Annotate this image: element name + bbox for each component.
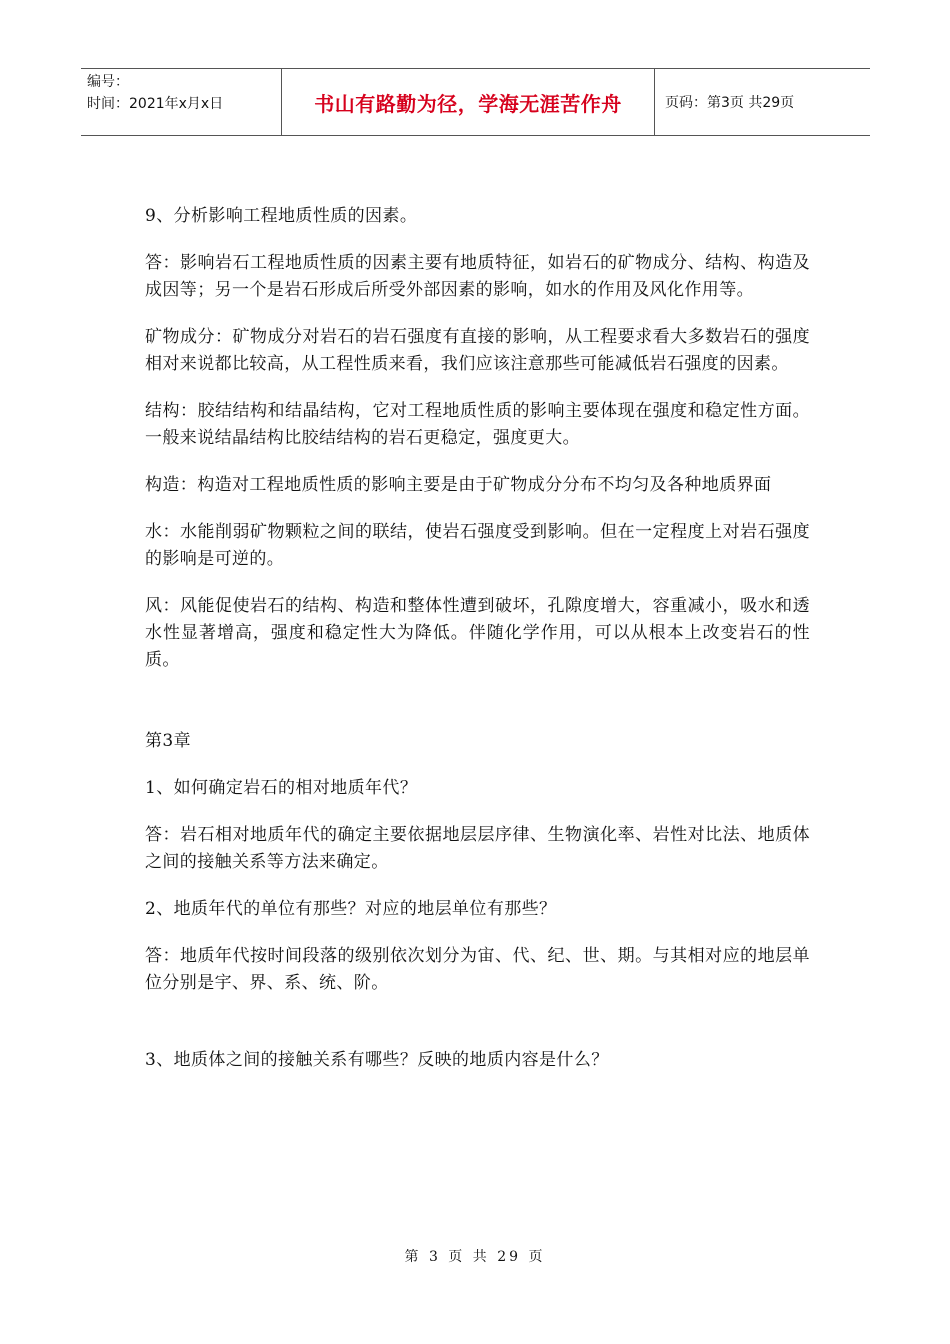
header-meta — [81, 69, 281, 135]
chapter-heading: 第3章 — [145, 731, 192, 751]
answer-2: 答：地质年代按时间段落的级别依次划分为宙、代、纪、世、期。与其相对应的地层单位分别是宇、界、系、统、阶。 — [145, 946, 810, 993]
structure-paragraph: 构造：构造对工程地质性质的影响主要是由于矿物成分分布不均匀及各种地质界面 — [145, 475, 772, 495]
header-motto: 书山有路勤为径，学海无涯苦作舟 — [281, 69, 655, 135]
document-header — [81, 68, 870, 136]
question-1: 1、如何确定岩石的相对地质年代？ — [145, 778, 418, 798]
question-3: 3、地质体之间的接触关系有哪些？反映的地质内容是什么？ — [145, 1050, 609, 1070]
date-label: 时间：2021年x月x日 — [87, 96, 224, 112]
mineral-composition-paragraph: 矿物成分：矿物成分对岩石的岩石强度有直接的影响，从工程要求看大多数岩石的强度相对来说都比较高，从工程性质来看，我们应该注意那些可能减低岩石强度的因素。 — [145, 327, 810, 374]
header-page-info: 页码：第3页 共29页 — [665, 95, 795, 111]
answer-9: 答：影响岩石工程地质性质的因素主要有地质特征，如岩石的矿物成分、结构、构造及成因等；另一个是岩石形成后所受外部因素的影响，如水的作用及风化作用等。 — [145, 253, 810, 300]
weathering-paragraph: 风：风能促使岩石的结构、构造和整体性遭到破坏，孔隙度增大，容重减小，吸水和透水性显著增高，强度和稳定性大为降低。伴随化学作用，可以从根本上改变岩石的性质。 — [145, 596, 810, 670]
document-body — [145, 203, 810, 1094]
serial-number-label: 编号： — [87, 74, 129, 90]
texture-paragraph: 结构：胶结结构和结晶结构，它对工程地质性质的影响主要体现在强度和稳定性方面。一般来说结晶结构比胶结结构的岩石更稳定，强度更大。 — [145, 401, 810, 448]
page-footer: 第 3 页 共 29 页 — [404, 1249, 546, 1265]
question-2: 2、地质年代的单位有那些？对应的地层单位有那些？ — [145, 899, 557, 919]
water-paragraph: 水：水能削弱矿物颗粒之间的联结，使岩石强度受到影响。但在一定程度上对岩石强度的影响是可逆的。 — [145, 522, 810, 569]
answer-1: 答：岩石相对地质年代的确定主要依据地层层序律、生物演化率、岩性对比法、地质体之间的接触关系等方法来确定。 — [145, 825, 810, 872]
question-9: 9、分析影响工程地质性质的因素。 — [145, 206, 418, 226]
